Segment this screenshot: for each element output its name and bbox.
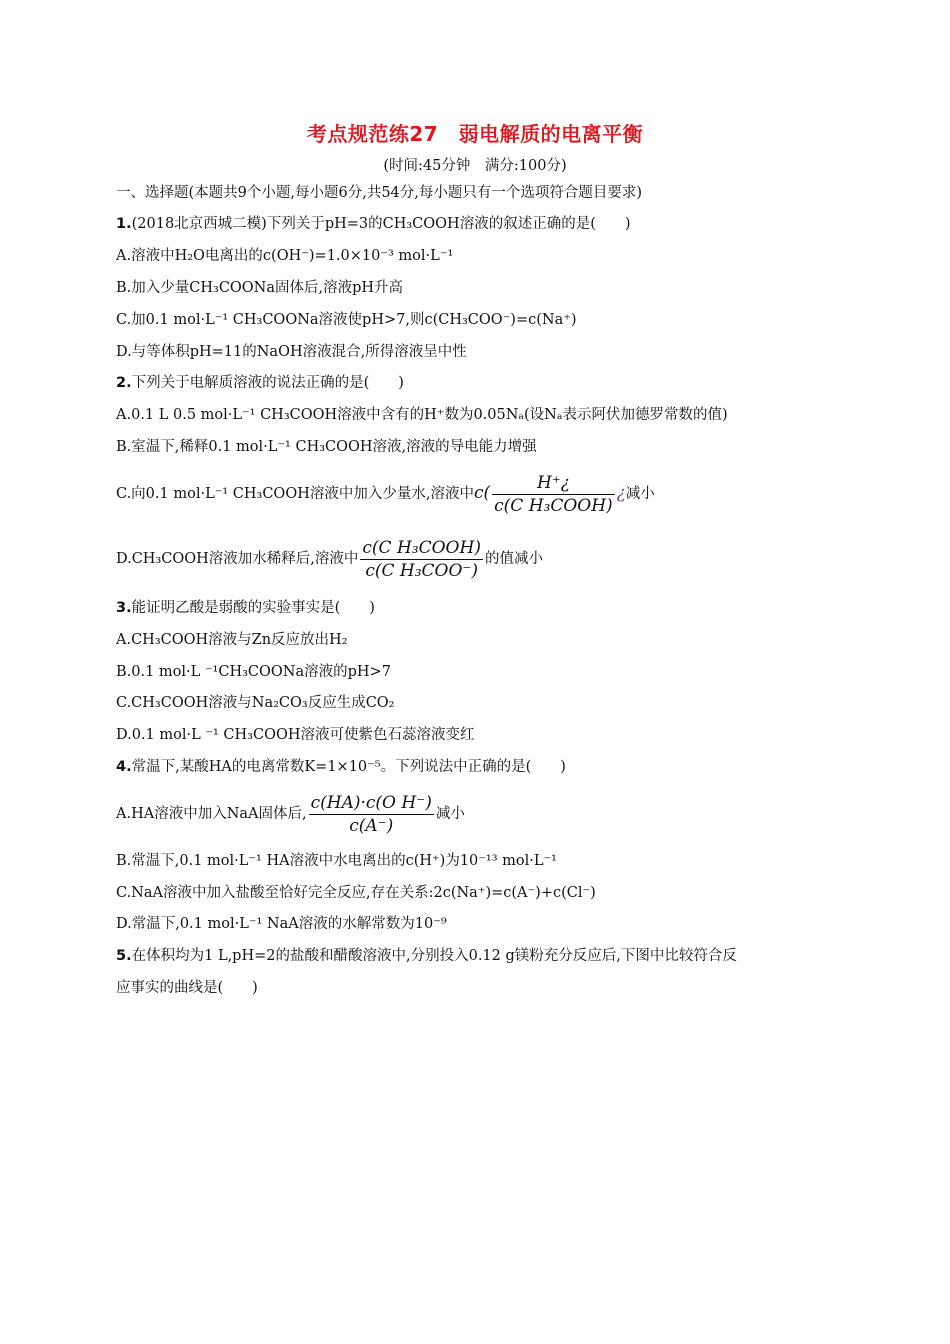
q3-option-b: B.0.1 mol·L ⁻¹CH₃COONa溶液的pH>7 <box>116 664 391 680</box>
question-stem: 下列关于电解质溶液的说法正确的是( ) <box>131 375 404 391</box>
q4-option-a <box>116 788 846 840</box>
option-text: C.向0.1 mol·L⁻¹ CH₃COOH溶液中加入少量水,溶液中 <box>116 486 474 502</box>
question-5 <box>116 946 846 966</box>
fraction-numerator: c(HA)·c(O H⁻) <box>310 792 432 813</box>
q2-option-d <box>116 533 846 585</box>
fraction <box>360 537 483 582</box>
question-number: 3. <box>116 600 132 616</box>
question-stem: (2018北京西城二模)下列关于pH=3的CH₃COOH溶液的叙述正确的是( ) <box>131 216 631 232</box>
option-text-tail: 的值减小 <box>484 551 543 567</box>
q4-option-b: B.常温下,0.1 mol·L⁻¹ HA溶液中水电离出的c(H⁺)为10⁻¹³ mol·L⁻¹ <box>116 853 557 869</box>
q1-option-c: C.加0.1 mol·L⁻¹ CH₃COONa溶液使pH>7,则c(CH₃COO⁻)=c(Na⁺) <box>116 312 577 328</box>
fraction-numerator: H⁺¿ <box>492 472 615 495</box>
page-title: 考点规范练27 弱电解质的电离平衡 <box>306 122 644 146</box>
fraction-denominator: c(C H₃COOH) <box>494 495 613 516</box>
q2-option-a: A.0.1 L 0.5 mol·L⁻¹ CH₃COOH溶液中含有的H⁺数为0.05Nₐ(设Nₐ表示阿伏加德罗常数的值) <box>116 407 728 423</box>
option-text-tail: 减小 <box>625 486 655 502</box>
question-number: 2. <box>116 375 132 391</box>
option-text: A.HA溶液中加入NaA固体后, <box>116 806 307 822</box>
q1-option-a: A.溶液中H₂O电离出的c(OH⁻)=1.0×10⁻³ mol·L⁻¹ <box>116 248 454 264</box>
q2-option-b: B.室温下,稀释0.1 mol·L⁻¹ CH₃COOH溶液,溶液的导电能力增强 <box>116 439 537 455</box>
question-number: 4. <box>116 759 132 775</box>
question-4 <box>116 757 846 777</box>
fraction-denominator: c(C H₃COO⁻) <box>365 560 479 581</box>
question-stem: 常温下,某酸HA的电离常数K=1×10⁻⁵。下列说法中正确的是( ) <box>131 759 566 775</box>
question-1 <box>116 214 846 234</box>
q3-option-c: C.CH₃COOH溶液与Na₂CO₃反应生成CO₂ <box>116 695 395 711</box>
q2-option-c <box>116 468 846 519</box>
fraction-denominator: c(A⁻) <box>349 815 394 836</box>
q4-option-c: C.NaA溶液中加入盐酸至恰好完全反应,存在关系:2c(Na⁺)=c(A⁻)+c(Cl⁻) <box>116 885 596 901</box>
fraction-numerator: c(C H₃COOH) <box>362 537 481 558</box>
fraction <box>309 792 434 837</box>
q4-option-d: D.常温下,0.1 mol·L⁻¹ NaA溶液的水解常数为10⁻⁹ <box>116 916 447 932</box>
question-stem: 在体积均为1 L,pH=2的盐酸和醋酸溶液中,分别投入0.12 g镁粉充分反应后,下图中比较符合反 <box>131 948 737 964</box>
option-text-tail: 减小 <box>435 806 465 822</box>
question-number: 1. <box>116 216 132 232</box>
q1-option-d: D.与等体积pH=11的NaOH溶液混合,所得溶液呈中性 <box>116 344 467 360</box>
question-5-continued: 应事实的曲线是( ) <box>116 980 258 996</box>
section-heading: 一、选择题(本题共9个小题,每小题6分,共54分,每小题只有一个选项符合题目要求) <box>116 185 643 201</box>
formula-artifact: ¿ <box>616 483 626 503</box>
q3-option-d: D.0.1 mol·L ⁻¹ CH₃COOH溶液可使紫色石蕊溶液变红 <box>116 727 475 743</box>
question-stem: 能证明乙酸是弱酸的实验事实是( ) <box>131 600 375 616</box>
option-text: D.CH₃COOH溶液加水稀释后,溶液中 <box>116 551 359 567</box>
page-subtitle: (时间:45分钟 满分:100分) <box>383 158 567 174</box>
fraction <box>492 472 615 517</box>
question-3 <box>116 598 846 618</box>
formula-open: c( <box>473 483 491 503</box>
question-2 <box>116 373 846 393</box>
q1-option-b: B.加入少量CH₃COONa固体后,溶液pH升高 <box>116 280 404 296</box>
q3-option-a: A.CH₃COOH溶液与Zn反应放出H₂ <box>116 632 348 648</box>
question-number: 5. <box>116 948 132 964</box>
